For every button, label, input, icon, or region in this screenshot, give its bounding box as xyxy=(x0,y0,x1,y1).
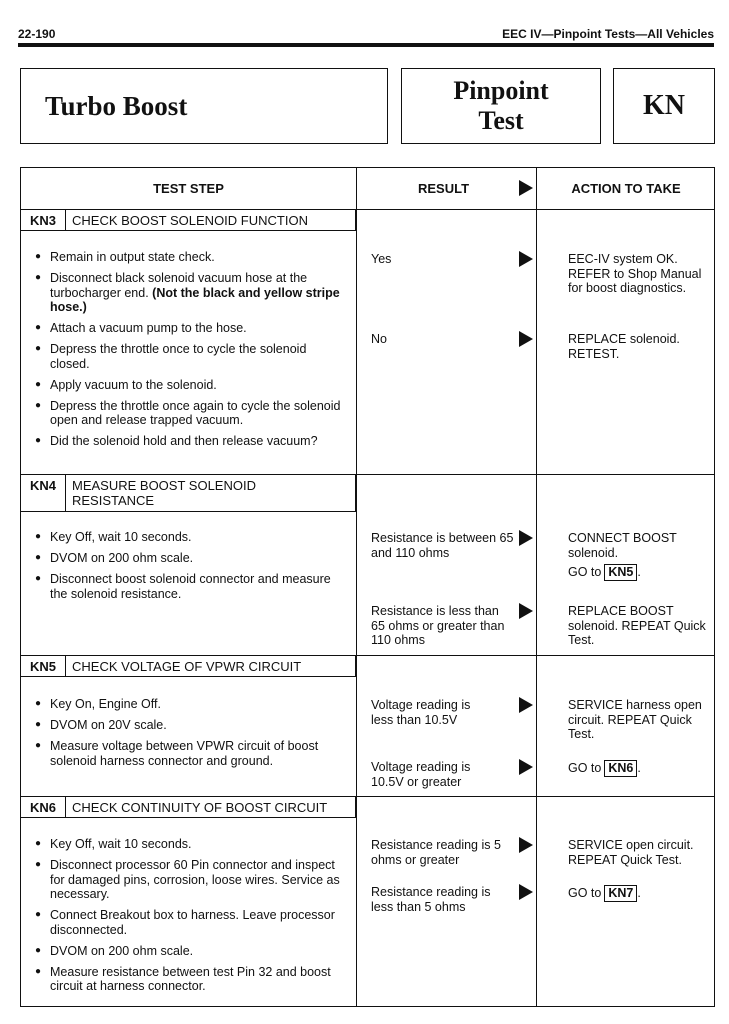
test-code-box xyxy=(613,68,715,144)
page-number: 22-190 xyxy=(18,27,56,41)
result-text: Resistance reading is less than 5 ohms xyxy=(371,885,491,914)
result-arrow-icon xyxy=(519,530,533,546)
goto-line: GO to KN7 . xyxy=(568,886,641,900)
action-text: EEC-IV system OK. REFER to Shop Manual for boost diagnostics. xyxy=(568,252,702,295)
list-item: ● DVOM on 200 ohm scale. xyxy=(35,944,345,959)
action-text: REPLACE solenoid. RETEST. xyxy=(568,332,680,361)
action-text: CONNECT BOOST solenoid. xyxy=(568,531,677,560)
result-text: No xyxy=(371,332,387,346)
list-item: ● Measure resistance between test Pin 32 and boost circuit at harness connector. xyxy=(35,965,345,994)
goto-kn6-link[interactable]: KN6 xyxy=(604,760,637,777)
col-header-result: RESULT xyxy=(418,181,470,196)
column-divider-2 xyxy=(536,168,537,1006)
list-item: ● Disconnect boost solenoid connector and measure the solenoid resistance. xyxy=(35,572,345,601)
pinpoint-test-box xyxy=(401,68,601,144)
section-title: EEC IV—Pinpoint Tests—All Vehicles xyxy=(502,27,714,41)
step-kn6-bullets xyxy=(35,837,345,1000)
step-id: KN5 xyxy=(21,655,66,677)
list-item: ● Depress the throttle once to cycle the solenoid closed. xyxy=(35,342,345,371)
col-header-test-step: TEST STEP xyxy=(153,181,224,196)
goto-line: GO to KN6 . xyxy=(568,761,641,775)
result-text: Resistance is between 65 and 110 ohms xyxy=(371,531,514,560)
result-text: Resistance is less than 65 ohms or greater than 110 ohms xyxy=(371,604,505,647)
list-item: ● Connect Breakout box to harness. Leave processor disconnected. xyxy=(35,908,345,937)
pinpoint-table xyxy=(20,167,715,1007)
result-text: Yes xyxy=(371,252,392,266)
pinpoint-line1: Pinpoint xyxy=(453,76,549,105)
action-text: REPLACE BOOST solenoid. REPEAT Quick Test. xyxy=(568,604,706,647)
list-item: ● Key Off, wait 10 seconds. xyxy=(35,837,345,852)
result-arrow-icon xyxy=(519,884,533,900)
step-title: CHECK CONTINUITY OF BOOST CIRCUIT xyxy=(72,800,328,815)
result-text: Voltage reading is 10.5V or greater xyxy=(371,760,471,789)
col-header-action: ACTION TO TAKE xyxy=(571,181,681,196)
list-item: ● DVOM on 200 ohm scale. xyxy=(35,551,345,566)
list-item: ● Apply vacuum to the solenoid. xyxy=(35,378,345,393)
step-title: CHECK VOLTAGE OF VPWR CIRCUIT xyxy=(72,659,302,674)
test-name: Turbo Boost xyxy=(45,90,188,121)
action-text: SERVICE harness open circuit. REPEAT Quick Test. xyxy=(568,698,702,741)
result-arrow-icon xyxy=(519,331,533,347)
result-arrow-icon xyxy=(519,837,533,853)
result-arrow-icon xyxy=(519,759,533,775)
list-item: ● DVOM on 20V scale. xyxy=(35,718,345,733)
list-item: ● Remain in output state check. xyxy=(35,250,345,265)
result-text: Voltage reading is less than 10.5V xyxy=(371,698,471,727)
step-kn3-bullets xyxy=(35,250,345,455)
step-id: KN6 xyxy=(21,796,66,818)
header-rule xyxy=(18,43,714,47)
step-id: KN3 xyxy=(21,209,66,231)
step-id-divider xyxy=(65,474,66,512)
step-kn5-bullets xyxy=(35,697,345,775)
test-code: KN xyxy=(643,90,685,121)
list-item: ● Key On, Engine Off. xyxy=(35,697,345,712)
list-item: ● Disconnect black solenoid vacuum hose at the turbocharger end. (Not the black and yellow stripe hose.) xyxy=(35,271,345,315)
step-title: MEASURE BOOST SOLENOID RESISTANCE xyxy=(72,478,256,508)
result-arrow-icon xyxy=(519,697,533,713)
header-arrow-icon xyxy=(519,180,533,196)
test-name-box xyxy=(20,68,388,144)
list-item: ● Disconnect processor 60 Pin connector and inspect for damaged pins, corrosion, loose wires. Service as necessary. xyxy=(35,858,345,902)
list-item: ● Attach a vacuum pump to the hose. xyxy=(35,321,345,336)
result-arrow-icon xyxy=(519,251,533,267)
step-id: KN4 xyxy=(21,474,66,496)
result-arrow-icon xyxy=(519,603,533,619)
column-divider-1 xyxy=(356,168,357,1006)
step-title: CHECK BOOST SOLENOID FUNCTION xyxy=(72,213,308,228)
list-item: ● Did the solenoid hold and then release vacuum? xyxy=(35,434,345,449)
list-item: ● Measure voltage between VPWR circuit of boost solenoid harness connector and ground. xyxy=(35,739,345,768)
step-kn4-bullets xyxy=(35,530,345,608)
goto-kn7-link[interactable]: KN7 xyxy=(604,885,637,902)
list-item: ● Depress the throttle once again to cycle the solenoid open and release trapped vacuum. xyxy=(35,399,345,428)
goto-kn5-link[interactable]: KN5 xyxy=(604,564,637,581)
goto-line: GO to KN5 . xyxy=(568,565,641,579)
action-text: SERVICE open circuit. REPEAT Quick Test. xyxy=(568,838,694,867)
pinpoint-line2: Test xyxy=(478,106,524,135)
list-item: ● Key Off, wait 10 seconds. xyxy=(35,530,345,545)
result-text: Resistance reading is 5 ohms or greater xyxy=(371,838,501,867)
